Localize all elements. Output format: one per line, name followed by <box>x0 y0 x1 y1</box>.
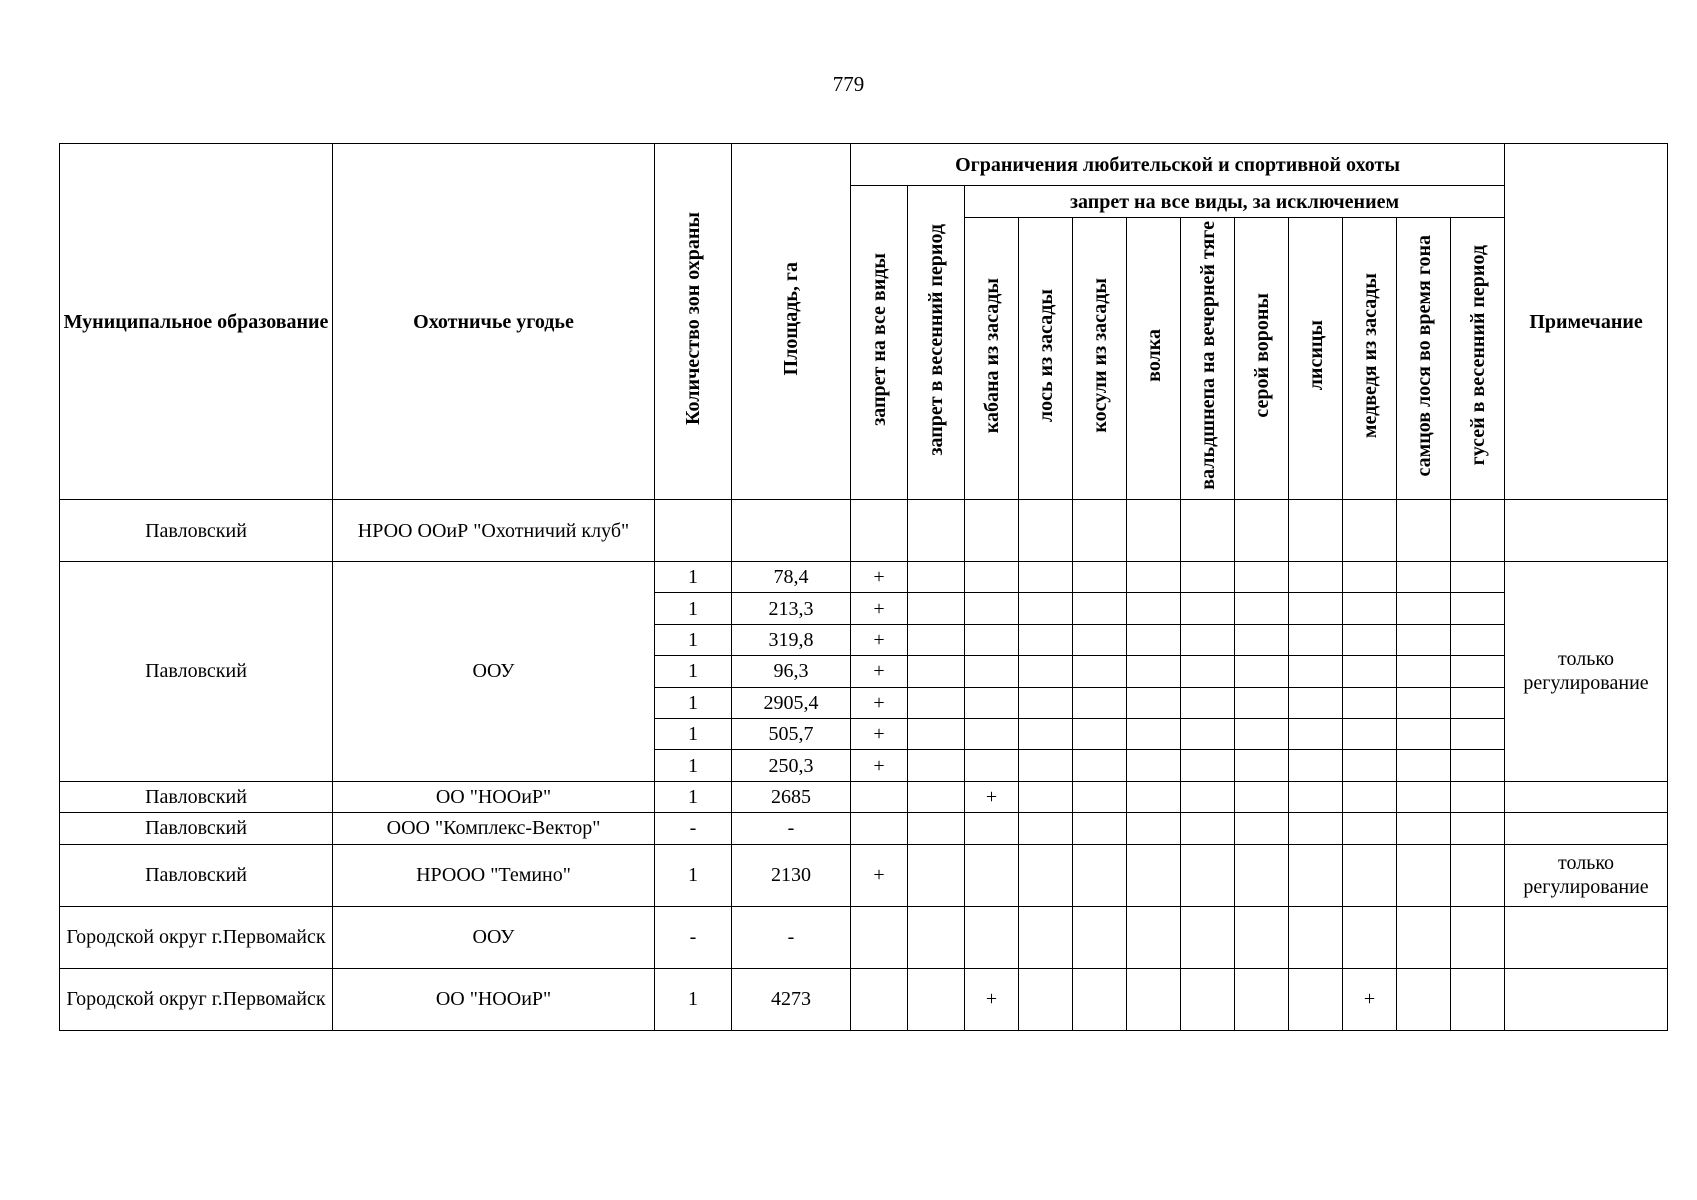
page-number: 779 <box>832 72 865 96</box>
cell-except <box>1181 624 1235 655</box>
table-row <box>60 844 1668 906</box>
cell-except <box>965 906 1019 968</box>
cell-except <box>1073 750 1127 781</box>
cell-except <box>1451 844 1505 906</box>
cell-zones <box>655 500 732 562</box>
cell-except <box>1181 656 1235 687</box>
cell-except <box>1397 718 1451 749</box>
header-except-woodcock <box>1181 218 1235 500</box>
cell-except <box>1289 562 1343 593</box>
header-except-boar <box>965 218 1019 500</box>
header-hunting-ground: Охотничье угодье <box>333 144 655 500</box>
cell-except <box>1181 906 1235 968</box>
cell-except <box>1181 844 1235 906</box>
cell-except <box>1181 500 1235 562</box>
cell-except <box>1343 624 1397 655</box>
cell-except-boar: + <box>965 781 1019 812</box>
cell-except <box>1073 906 1127 968</box>
cell-except <box>1235 687 1289 718</box>
cell-ban-spring <box>908 687 965 718</box>
cell-note: только регулирование <box>1505 844 1668 906</box>
cell-except <box>1397 968 1451 1030</box>
cell-area <box>732 500 851 562</box>
cell-except-bear: + <box>1343 968 1397 1030</box>
cell-except <box>1343 750 1397 781</box>
cell-note <box>1505 906 1668 968</box>
cell-ban-spring <box>908 844 965 906</box>
cell-except <box>1235 906 1289 968</box>
cell-area: 2130 <box>732 844 851 906</box>
cell-except <box>1397 687 1451 718</box>
header-area <box>732 144 851 500</box>
cell-except <box>1019 781 1073 812</box>
header-ban-spring <box>908 186 965 500</box>
cell-municipality: Городской округ г.Первомайск <box>60 906 333 968</box>
cell-except <box>1127 844 1181 906</box>
cell-zones: 1 <box>655 718 732 749</box>
cell-ban-all <box>851 906 908 968</box>
cell-except <box>1451 906 1505 968</box>
header-ban-except: запрет на все виды, за исключением <box>965 186 1505 218</box>
cell-zones: 1 <box>655 624 732 655</box>
cell-except <box>1451 687 1505 718</box>
header-note: Примечание <box>1505 144 1668 500</box>
header-except-woodcock-label: вальдшнепа на вечерней тяге <box>1196 221 1219 490</box>
cell-municipality: Павловский <box>60 500 333 562</box>
cell-area: 96,3 <box>732 656 851 687</box>
cell-area: 4273 <box>732 968 851 1030</box>
cell-except <box>1397 813 1451 844</box>
table-row <box>60 906 1668 968</box>
cell-except <box>965 750 1019 781</box>
cell-municipality: Городской округ г.Первомайск <box>60 968 333 1030</box>
cell-except <box>1127 750 1181 781</box>
cell-except <box>1019 750 1073 781</box>
cell-ban-all: + <box>851 593 908 624</box>
cell-municipality: Павловский <box>60 562 333 782</box>
cell-except <box>1343 562 1397 593</box>
cell-except <box>1343 844 1397 906</box>
cell-except <box>1073 718 1127 749</box>
cell-area: 78,4 <box>732 562 851 593</box>
cell-except <box>1451 968 1505 1030</box>
cell-except <box>1073 593 1127 624</box>
cell-except <box>1343 813 1397 844</box>
header-except-geese-label: гусей в весенний период <box>1466 245 1489 466</box>
cell-except <box>1181 718 1235 749</box>
cell-ground: ОО "НООиР" <box>333 781 655 812</box>
cell-except <box>1451 593 1505 624</box>
header-municipality: Муниципальное образование <box>60 144 333 500</box>
cell-ground: ООО "Комплекс-Вектор" <box>333 813 655 844</box>
cell-except <box>1289 844 1343 906</box>
cell-ban-all: + <box>851 750 908 781</box>
cell-except <box>1181 687 1235 718</box>
cell-ban-all <box>851 968 908 1030</box>
header-except-fox <box>1289 218 1343 500</box>
cell-except <box>1181 813 1235 844</box>
cell-except <box>1019 718 1073 749</box>
cell-ban-spring <box>908 718 965 749</box>
cell-ban-all <box>851 500 908 562</box>
cell-except <box>1235 844 1289 906</box>
cell-ban-spring <box>908 500 965 562</box>
cell-except <box>1235 624 1289 655</box>
cell-ground: ООУ <box>333 906 655 968</box>
cell-except <box>1127 813 1181 844</box>
cell-except <box>965 718 1019 749</box>
cell-except <box>1073 656 1127 687</box>
cell-note <box>1505 781 1668 812</box>
cell-except <box>965 562 1019 593</box>
cell-ban-all: + <box>851 656 908 687</box>
cell-except <box>965 500 1019 562</box>
cell-except <box>1289 968 1343 1030</box>
cell-zones: 1 <box>655 656 732 687</box>
cell-ban-spring <box>908 968 965 1030</box>
cell-except <box>1073 687 1127 718</box>
cell-except <box>1019 562 1073 593</box>
cell-except <box>1235 750 1289 781</box>
cell-except <box>1019 500 1073 562</box>
cell-except <box>1019 906 1073 968</box>
cell-ground: ОО "НООиР" <box>333 968 655 1030</box>
cell-except <box>1235 813 1289 844</box>
cell-except <box>1073 968 1127 1030</box>
cell-except <box>1343 656 1397 687</box>
cell-except <box>965 593 1019 624</box>
header-except-geese <box>1451 218 1505 500</box>
cell-except <box>1235 968 1289 1030</box>
cell-except <box>1397 624 1451 655</box>
cell-except <box>1289 750 1343 781</box>
header-except-elk-rut-label: самцов лося во время гона <box>1412 234 1435 477</box>
cell-municipality: Павловский <box>60 781 333 812</box>
table-row <box>60 500 1668 562</box>
cell-except <box>1289 500 1343 562</box>
cell-municipality: Павловский <box>60 813 333 844</box>
cell-except <box>1397 562 1451 593</box>
header-except-bear-label: медведя из засады <box>1358 272 1381 439</box>
cell-zones: 1 <box>655 593 732 624</box>
cell-ban-spring <box>908 624 965 655</box>
cell-except <box>1073 624 1127 655</box>
cell-except <box>1289 656 1343 687</box>
header-ban-all-label: запрет на все виды <box>868 253 890 426</box>
cell-except <box>1127 500 1181 562</box>
cell-except <box>1451 750 1505 781</box>
cell-area: 2685 <box>732 781 851 812</box>
cell-except <box>1451 813 1505 844</box>
cell-except <box>1397 781 1451 812</box>
cell-area: 319,8 <box>732 624 851 655</box>
cell-except <box>1451 656 1505 687</box>
header-except-wolf <box>1127 218 1181 500</box>
cell-zones: 1 <box>655 781 732 812</box>
cell-area: - <box>732 813 851 844</box>
table-row <box>60 781 1668 812</box>
cell-except <box>1127 656 1181 687</box>
cell-except <box>1235 562 1289 593</box>
header-except-boar-label: кабана из засады <box>980 277 1003 434</box>
cell-except <box>1451 500 1505 562</box>
cell-except <box>1289 718 1343 749</box>
cell-ban-spring <box>908 656 965 687</box>
cell-ban-spring <box>908 593 965 624</box>
cell-municipality: Павловский <box>60 844 333 906</box>
cell-ground: НРООО "Темино" <box>333 844 655 906</box>
cell-note: только регулирование <box>1505 562 1668 782</box>
cell-except <box>1127 593 1181 624</box>
cell-except <box>965 844 1019 906</box>
cell-except <box>1181 593 1235 624</box>
header-except-bear <box>1343 218 1397 500</box>
cell-except <box>1235 781 1289 812</box>
cell-except <box>1181 562 1235 593</box>
cell-except <box>965 813 1019 844</box>
cell-except <box>1073 500 1127 562</box>
cell-except <box>1235 500 1289 562</box>
table-row <box>60 562 1668 593</box>
cell-except <box>1397 593 1451 624</box>
cell-except <box>1343 593 1397 624</box>
cell-ban-all: + <box>851 844 908 906</box>
cell-zones: 1 <box>655 844 732 906</box>
cell-ban-all: + <box>851 624 908 655</box>
cell-except <box>1289 593 1343 624</box>
cell-except <box>1451 562 1505 593</box>
cell-except <box>1019 687 1073 718</box>
cell-except-boar: + <box>965 968 1019 1030</box>
cell-except <box>1181 781 1235 812</box>
cell-except <box>1235 593 1289 624</box>
cell-ban-all: + <box>851 718 908 749</box>
cell-zones: - <box>655 813 732 844</box>
cell-ground: НРОО ООиР "Охотничий клуб" <box>333 500 655 562</box>
cell-except <box>1289 906 1343 968</box>
cell-zones: 1 <box>655 687 732 718</box>
header-except-crow <box>1235 218 1289 500</box>
cell-except <box>1289 813 1343 844</box>
cell-except <box>1235 656 1289 687</box>
cell-zones: 1 <box>655 968 732 1030</box>
cell-except <box>1127 687 1181 718</box>
header-ban-all <box>851 186 908 500</box>
cell-area: 2905,4 <box>732 687 851 718</box>
cell-except <box>1343 500 1397 562</box>
cell-except <box>1343 906 1397 968</box>
header-except-elk-rut <box>1397 218 1451 500</box>
cell-zones: - <box>655 906 732 968</box>
cell-except <box>1073 813 1127 844</box>
table-row <box>60 813 1668 844</box>
cell-except <box>1127 968 1181 1030</box>
hunting-restrictions-table <box>59 143 1668 1031</box>
cell-except <box>1397 750 1451 781</box>
cell-except <box>965 624 1019 655</box>
cell-except <box>1181 968 1235 1030</box>
cell-area: 213,3 <box>732 593 851 624</box>
cell-except <box>1289 624 1343 655</box>
cell-except <box>1073 781 1127 812</box>
cell-except <box>1019 813 1073 844</box>
header-except-elk <box>1019 218 1073 500</box>
table-row <box>60 968 1668 1030</box>
cell-except <box>1289 781 1343 812</box>
cell-except <box>1397 844 1451 906</box>
header-zones-count <box>655 144 732 500</box>
cell-except <box>1343 687 1397 718</box>
cell-note <box>1505 968 1668 1030</box>
cell-ban-spring <box>908 906 965 968</box>
cell-except <box>1127 906 1181 968</box>
cell-note <box>1505 813 1668 844</box>
cell-ground: ООУ <box>333 562 655 782</box>
header-restrictions: Ограничения любительской и спортивной охоты <box>851 144 1505 186</box>
cell-except <box>1127 718 1181 749</box>
cell-ban-spring <box>908 781 965 812</box>
cell-area: 505,7 <box>732 718 851 749</box>
header-except-fox-label: лисицы <box>1304 320 1327 391</box>
header-zones-count-label: Количество зон охраны <box>682 212 704 425</box>
cell-ban-spring <box>908 562 965 593</box>
cell-except <box>1235 718 1289 749</box>
cell-except <box>1451 781 1505 812</box>
cell-except <box>1073 844 1127 906</box>
cell-except <box>965 687 1019 718</box>
cell-ban-all: + <box>851 562 908 593</box>
cell-except <box>1343 781 1397 812</box>
cell-zones: 1 <box>655 562 732 593</box>
cell-except <box>1181 750 1235 781</box>
cell-except <box>1451 718 1505 749</box>
header-except-crow-label: серой вороны <box>1250 293 1273 418</box>
cell-except <box>1019 593 1073 624</box>
header-except-roe-label: косули из засады <box>1088 278 1111 433</box>
cell-except <box>1127 562 1181 593</box>
cell-except <box>965 656 1019 687</box>
cell-area: - <box>732 906 851 968</box>
cell-except <box>1289 687 1343 718</box>
cell-except <box>1019 968 1073 1030</box>
cell-except <box>1019 624 1073 655</box>
cell-ban-all <box>851 813 908 844</box>
cell-except <box>1019 656 1073 687</box>
cell-zones: 1 <box>655 750 732 781</box>
cell-except <box>1073 562 1127 593</box>
header-area-label: Площадь, га <box>780 261 802 376</box>
cell-except <box>1397 656 1451 687</box>
cell-except <box>1127 624 1181 655</box>
header-except-wolf-label: волка <box>1142 329 1165 382</box>
cell-except <box>1343 718 1397 749</box>
cell-except <box>1019 844 1073 906</box>
cell-except <box>1451 624 1505 655</box>
header-except-roe <box>1073 218 1127 500</box>
cell-ban-all: + <box>851 687 908 718</box>
cell-ban-spring <box>908 750 965 781</box>
cell-except <box>1397 500 1451 562</box>
cell-note <box>1505 500 1668 562</box>
cell-area: 250,3 <box>732 750 851 781</box>
cell-ban-all <box>851 781 908 812</box>
header-ban-spring-label: запрет в весенний период <box>925 223 947 456</box>
cell-except <box>1397 906 1451 968</box>
cell-ban-spring <box>908 813 965 844</box>
header-except-elk-label: лось из засады <box>1034 288 1057 423</box>
cell-except <box>1127 781 1181 812</box>
